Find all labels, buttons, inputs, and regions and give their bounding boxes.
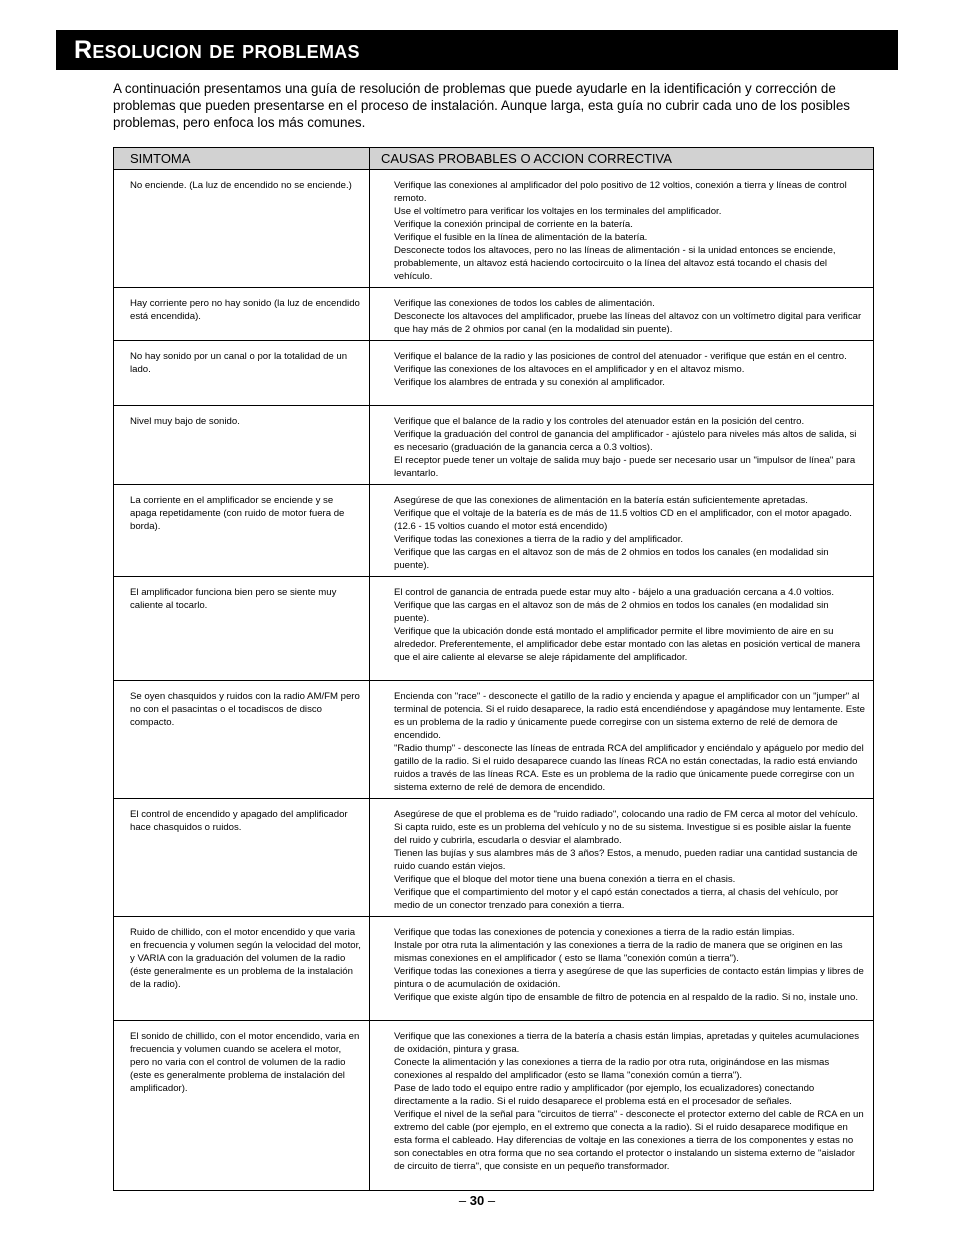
cause-cell [370, 341, 874, 406]
cause-item: Verifique que las cargas en el altavoz son de más de 2 ohmios en todos los canales (en modalidad sin puente). [394, 547, 829, 571]
cause-item: Verifique la conexión principal de corriente en la batería. [394, 219, 633, 230]
cause-item: Verifique el balance de la radio y las posiciones de control del atenuador - verifique que están en el centro. [394, 351, 847, 362]
cause-item: Instale por otra ruta la alimentación y las conexiones a tierra de la radio de manera que se originen en las mismas conexiones en el amplificador ( esto se llama "conexión común a tierra"). [394, 940, 843, 964]
symptom-cell: El control de encendido y apagado del amplificador hace chasquidos o ruidos. [114, 799, 370, 917]
symptom-cell: El sonido de chillido, con el motor encendido, varia en frecuencia y volumen cuando se acelera el motor, pero no varia con el control de volumen de la radio (este es generalmente problema de instalación del amplificador). [114, 1021, 370, 1191]
cause-item: Verifique la graduación del control de ganancia del amplificador - ajústelo para niveles más altos de salida, si es necesario (graduación de la ganancia cerca a 0.3 voltios). [394, 429, 857, 453]
cause-item: Encienda con "race" - desconecte el gatillo de la radio y encienda y apague el amplificador con un "jumper" al terminal de potencia. Si el ruido desaparece, la radio está encendiéndose y apagándose muy lentamente. Este es un problema de la radio y únicamente puede corregirse con un sistema externo de relé de demora de encendido. [394, 691, 865, 741]
cause-item: Conecte la alimentación y las conexiones a tierra de la radio por otra ruta, originándose en las mismas conexiones al respaldo del amplificador (esto se llama "conexión común a tierra"). [394, 1057, 830, 1081]
cause-item: Verifique las conexiones de los altavoces en el amplificador y en el altavoz mismo. [394, 364, 745, 375]
cause-item: Verifique que la ubicación donde está montado el amplificador permite el libre movimiento de aire en su alrededor. Preferentemente, el amplificador debe estar montado con las aletas en posición vertical de manera que el aire caliente al elevarse se aleje rápidamente del amplificador. [394, 626, 861, 663]
symptom-cell: Ruido de chillido, con el motor encendido y que varia en frecuencia y volumen según la velocidad del motor, y VARIA con la graduación del volumen de la radio (éste generalmente es un problema de la instalación de la radio). [114, 917, 370, 1021]
cause-cell [370, 1021, 874, 1191]
page-number [0, 1193, 954, 1208]
table-row [114, 917, 874, 1021]
cause-item: Verifique todas las conexiones a tierra de la radio y del amplificador. [394, 534, 684, 545]
symptom-cell: No enciende. (La luz de encendido no se enciende.) [114, 170, 370, 288]
cause-cell [370, 577, 874, 681]
symptom-column-header: SIMTOMA [114, 148, 370, 170]
table-row [114, 406, 874, 485]
cause-item: Desconecte los altavoces del amplificador, pruebe las líneas del altavoz con un voltímetro digital para verificar que hay más de 2 ohmios por canal (en la modalidad sin puente). [394, 311, 862, 335]
troubleshooting-table [113, 147, 874, 1191]
cause-item: Verifique que el compartimiento del motor y el capó están conectados a tierra, al chasis del vehículo, por medio de un conector trenzado para conexión a tierra. [394, 887, 839, 911]
cause-item: Verifique los alambres de entrada y su conexión al amplificador. [394, 377, 665, 388]
symptom-cell: La corriente en el amplificador se enciende y se apaga repetidamente (con ruido de motor fuera de borda). [114, 485, 370, 577]
cause-item: Verifique que las cargas en el altavoz son de más de 2 ohmios en todos los canales (en modalidad sin puente). [394, 600, 829, 624]
cause-item: Verifique que existe algún tipo de ensamble de filtro de potencia en al respaldo de la radio. Si no, instale uno. [394, 992, 859, 1003]
cause-cell [370, 799, 874, 917]
cause-item: Tienen las bujías y sus alambres más de 3 años? Estos, a menudo, pueden radiar una cantidad sustancia de ruido cuando están viejos. [394, 848, 858, 872]
cause-item: Asegúrese de que las conexiones de alimentación en la batería están suficientemente apretadas. [394, 495, 808, 506]
table-body [114, 170, 874, 1191]
cause-item: Pase de lado todo el equipo entre radio y amplificador (por ejemplo, los ecualizadores) conectando directamente a la radio. Si el ruido desaparece el problema está en el procesador de señales. [394, 1083, 815, 1107]
cause-cell [370, 681, 874, 799]
cause-item: "Radio thump" - desconecte las líneas de entrada RCA del amplificador y enciéndalo y apáguelo por medio del gatillo de la radio. Si el ruido desaparece cuando las líneas RCA no están conectadas, la radio está enviando ruidos a través de las líneas RCA. Este es un problema de la radio que únicamente puede corregirse con un sistema externo de relé de demora de encendido. [394, 743, 864, 793]
table-row [114, 170, 874, 288]
symptom-cell: El amplificador funciona bien pero se siente muy caliente al tocarlo. [114, 577, 370, 681]
symptom-cell: No hay sonido por un canal o por la totalidad de un lado. [114, 341, 370, 406]
cause-cell [370, 288, 874, 341]
table-row [114, 1021, 874, 1191]
page-title: Resolucion de problemas [74, 36, 360, 64]
cause-item: Desconecte todos los altavoces, pero no las líneas de alimentación - si la unidad entonces se enciende, probablemente, un altavoz está haciendo cortocircuito o la línea del altavoz está tocando el chasis del vehículo. [394, 245, 836, 282]
cause-item: Verifique que el balance de la radio y los controles del atenuador están en la posición del centro. [394, 416, 805, 427]
page-number-dash-right: – [484, 1193, 496, 1208]
table-row [114, 577, 874, 681]
cause-item: Verifique que el bloque del motor tiene una buena conexión a tierra en el chasis. [394, 874, 736, 885]
table-row [114, 341, 874, 406]
cause-item: Use el voltímetro para verificar los voltajes en los terminales del amplificador. [394, 206, 722, 217]
page-number-dash-left: – [458, 1193, 470, 1208]
cause-cell [370, 917, 874, 1021]
table-row [114, 485, 874, 577]
cause-cell [370, 485, 874, 577]
table-header-row [114, 148, 874, 170]
cause-item: Verifique el nivel de la señal para "circuitos de tierra" - desconecte el protector externo del cable de RCA en un extremo del cable (por ejemplo, en el extremo que conecta a la radio). Si el ruido desaparece modifique en esta forma el cableado. Hay diferencias de voltaje en las conexiones a tierra de los componentes y estas no son conectables en otra forma que no sea cortando el protector o instalando un sistema externo de "aislador de circuito de tierra", que consiste en un pequeño transformador. [394, 1109, 864, 1172]
cause-item: Verifique que todas las conexiones de potencia y conexiones a tierra de la radio están limpias. [394, 927, 795, 938]
section-title-bar [56, 30, 898, 70]
table-row [114, 799, 874, 917]
cause-item: El receptor puede tener un voltaje de salida muy bajo - puede ser necesario usar un "impulsor de línea" para levantarlo. [394, 455, 856, 479]
cause-column-header: CAUSAS PROBABLES O ACCION CORRECTIVA [370, 148, 874, 170]
cause-item: Verifique que el voltaje de la batería es de más de 11.5 voltios CD en el amplificador, con el motor apagado. (12.6 - 15 voltios cuando el motor está encendido) [394, 508, 852, 532]
cause-item: Verifique que las conexiones a tierra de la batería a chasis están limpias, apretadas y quiteles acumulaciones de oxidación, pintura y grasa. [394, 1031, 860, 1055]
symptom-cell: Nivel muy bajo de sonido. [114, 406, 370, 485]
intro-paragraph: A continuación presentamos una guía de resolución de problemas que puede ayudarle en la identificación y corrección de problemas que pueden presentarse en el proceso de instalación. Aunque larga, esta guía no cubrir cada uno de los posibles problemas, pero enfoca los más comunes. [113, 81, 850, 130]
cause-cell [370, 406, 874, 485]
symptom-cell: Se oyen chasquidos y ruidos con la radio AM/FM pero no con el pasacintas o el tocadiscos de disco compacto. [114, 681, 370, 799]
cause-item: Verifique las conexiones al amplificador del polo positivo de 12 voltios, conexión a tierra y líneas de control remoto. [394, 180, 847, 204]
cause-item: Verifique todas las conexiones a tierra y asegúrese de que las superficies de contacto están limpias y libres de pintura o de acumulación de oxidación. [394, 966, 864, 990]
symptom-cell: Hay corriente pero no hay sonido (la luz de encendido está encendida). [114, 288, 370, 341]
table-row [114, 288, 874, 341]
cause-item: Verifique las conexiones de todos los cables de alimentación. [394, 298, 655, 309]
cause-item: El control de ganancia de entrada puede estar muy alto - bájelo a una graduación cercana a 4.0 voltios. [394, 587, 835, 598]
page-number-value: 30 [469, 1193, 485, 1208]
cause-item: Asegúrese de que el problema es de "ruido radiado", colocando una radio de FM cerca al motor del vehículo. Si capta ruido, este es un problema del vehículo y no de su sistema. Investigue si es posible aislar la fuente del ruido y cubrirla, escudarla o desviar el alambrado. [394, 809, 858, 846]
table-row [114, 681, 874, 799]
cause-cell [370, 170, 874, 288]
cause-item: Verifique el fusible en la línea de alimentación de la batería. [394, 232, 648, 243]
